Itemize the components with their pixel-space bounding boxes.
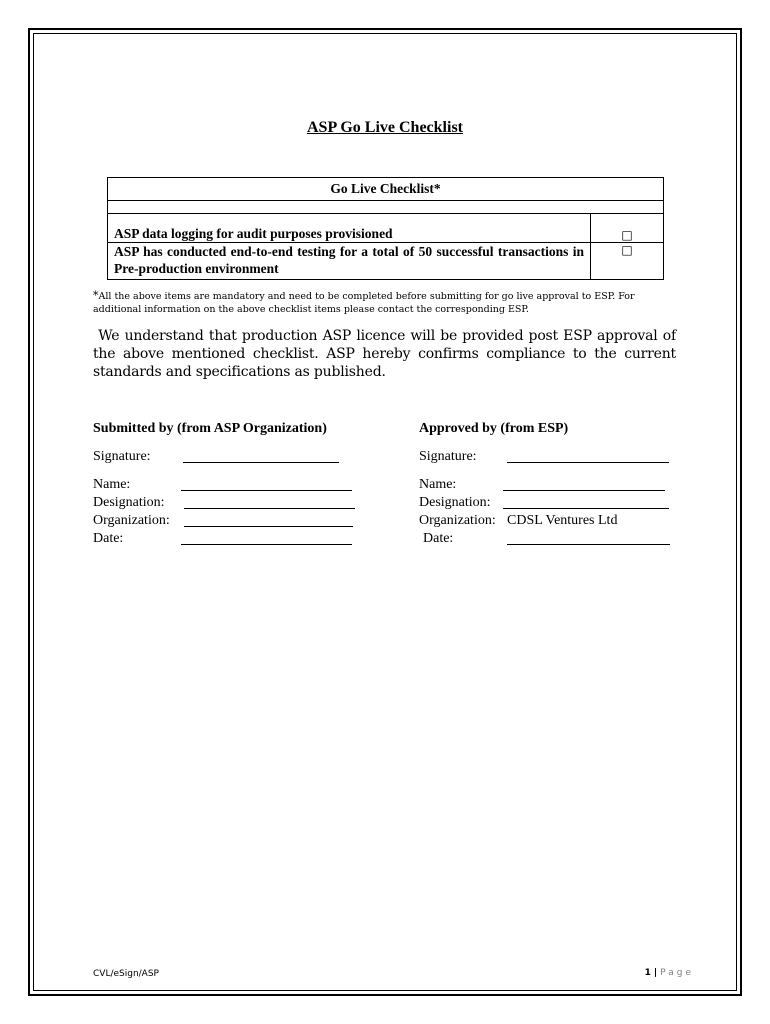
submitted-designation-label: Designation: <box>93 495 165 510</box>
checklist-header: Go Live Checklist* <box>108 178 664 201</box>
checklist-item-text: ASP has conducted end-to-end testing for a total of 50 successful transactions in Pre-production environment <box>108 243 591 280</box>
submitted-signature-label: Signature: <box>93 449 151 464</box>
submitted-name-row <box>93 476 373 494</box>
footer-reference: CVL/eSign/ASP <box>93 969 159 979</box>
submitted-designation-line[interactable] <box>184 494 355 509</box>
checklist-checkbox[interactable]: □ <box>591 214 664 243</box>
approved-name-label: Name: <box>419 477 457 492</box>
submitted-by-heading: Submitted by (from ASP Organization) <box>93 421 327 436</box>
submitted-organization-line[interactable] <box>184 512 353 527</box>
checklist-table <box>107 177 664 280</box>
submitted-organization-label: Organization: <box>93 513 170 528</box>
footnote <box>93 289 677 316</box>
checklist-spacer <box>108 201 664 214</box>
checklist-row <box>108 243 664 280</box>
approved-date-line[interactable] <box>507 530 670 545</box>
footnote-star: * <box>93 289 99 302</box>
approved-designation-row <box>419 494 689 512</box>
submitted-signature-row <box>93 448 373 466</box>
footnote-text: All the above items are mandatory and need to be completed before submitting for go live approval to ESP. For additional information on the above checklist items please contact the corresponding ESP. <box>93 291 635 315</box>
submitted-organization-row <box>93 512 373 530</box>
submitted-date-row <box>93 530 373 548</box>
checklist-item-text: ASP data logging for audit purposes provisioned <box>108 214 591 243</box>
approved-organization-row <box>419 512 689 530</box>
footer-page-indicator <box>645 968 694 978</box>
approved-name-row <box>419 476 689 494</box>
approved-date-label: Date: <box>423 531 454 546</box>
submitted-date-label: Date: <box>93 531 124 546</box>
footer-page-number: 1 <box>644 968 651 978</box>
submitted-by-block <box>93 420 373 548</box>
submitted-name-line[interactable] <box>181 476 352 491</box>
approved-signature-label: Signature: <box>419 449 477 464</box>
compliance-statement <box>93 327 676 381</box>
approved-by-block <box>419 420 689 548</box>
approved-designation-label: Designation: <box>419 495 491 510</box>
submitted-designation-row <box>93 494 373 512</box>
submitted-signature-line[interactable] <box>183 448 339 463</box>
submitted-date-line[interactable] <box>181 530 352 545</box>
approved-organization-label: Organization: <box>419 513 496 528</box>
compliance-statement-text: We understand that production ASP licence will be provided post ESP approval of the above mentioned checklist. ASP hereby confirms compliance to the current standards and specifications as published. <box>93 328 676 380</box>
checklist-row <box>108 214 664 243</box>
approved-name-line[interactable] <box>503 476 665 491</box>
approved-signature-line[interactable] <box>507 448 669 463</box>
footer-separator: | <box>653 968 658 978</box>
document-title: ASP Go Live Checklist <box>306 119 463 136</box>
approved-signature-row <box>419 448 689 466</box>
checklist-checkbox[interactable]: □ <box>591 243 664 280</box>
approved-date-row <box>419 530 689 548</box>
footer-page-word: Page <box>660 968 694 978</box>
approved-by-heading: Approved by (from ESP) <box>419 421 569 436</box>
approved-organization-value: CDSL Ventures Ltd <box>507 513 618 528</box>
approved-designation-line[interactable] <box>503 494 669 509</box>
submitted-name-label: Name: <box>93 477 131 492</box>
